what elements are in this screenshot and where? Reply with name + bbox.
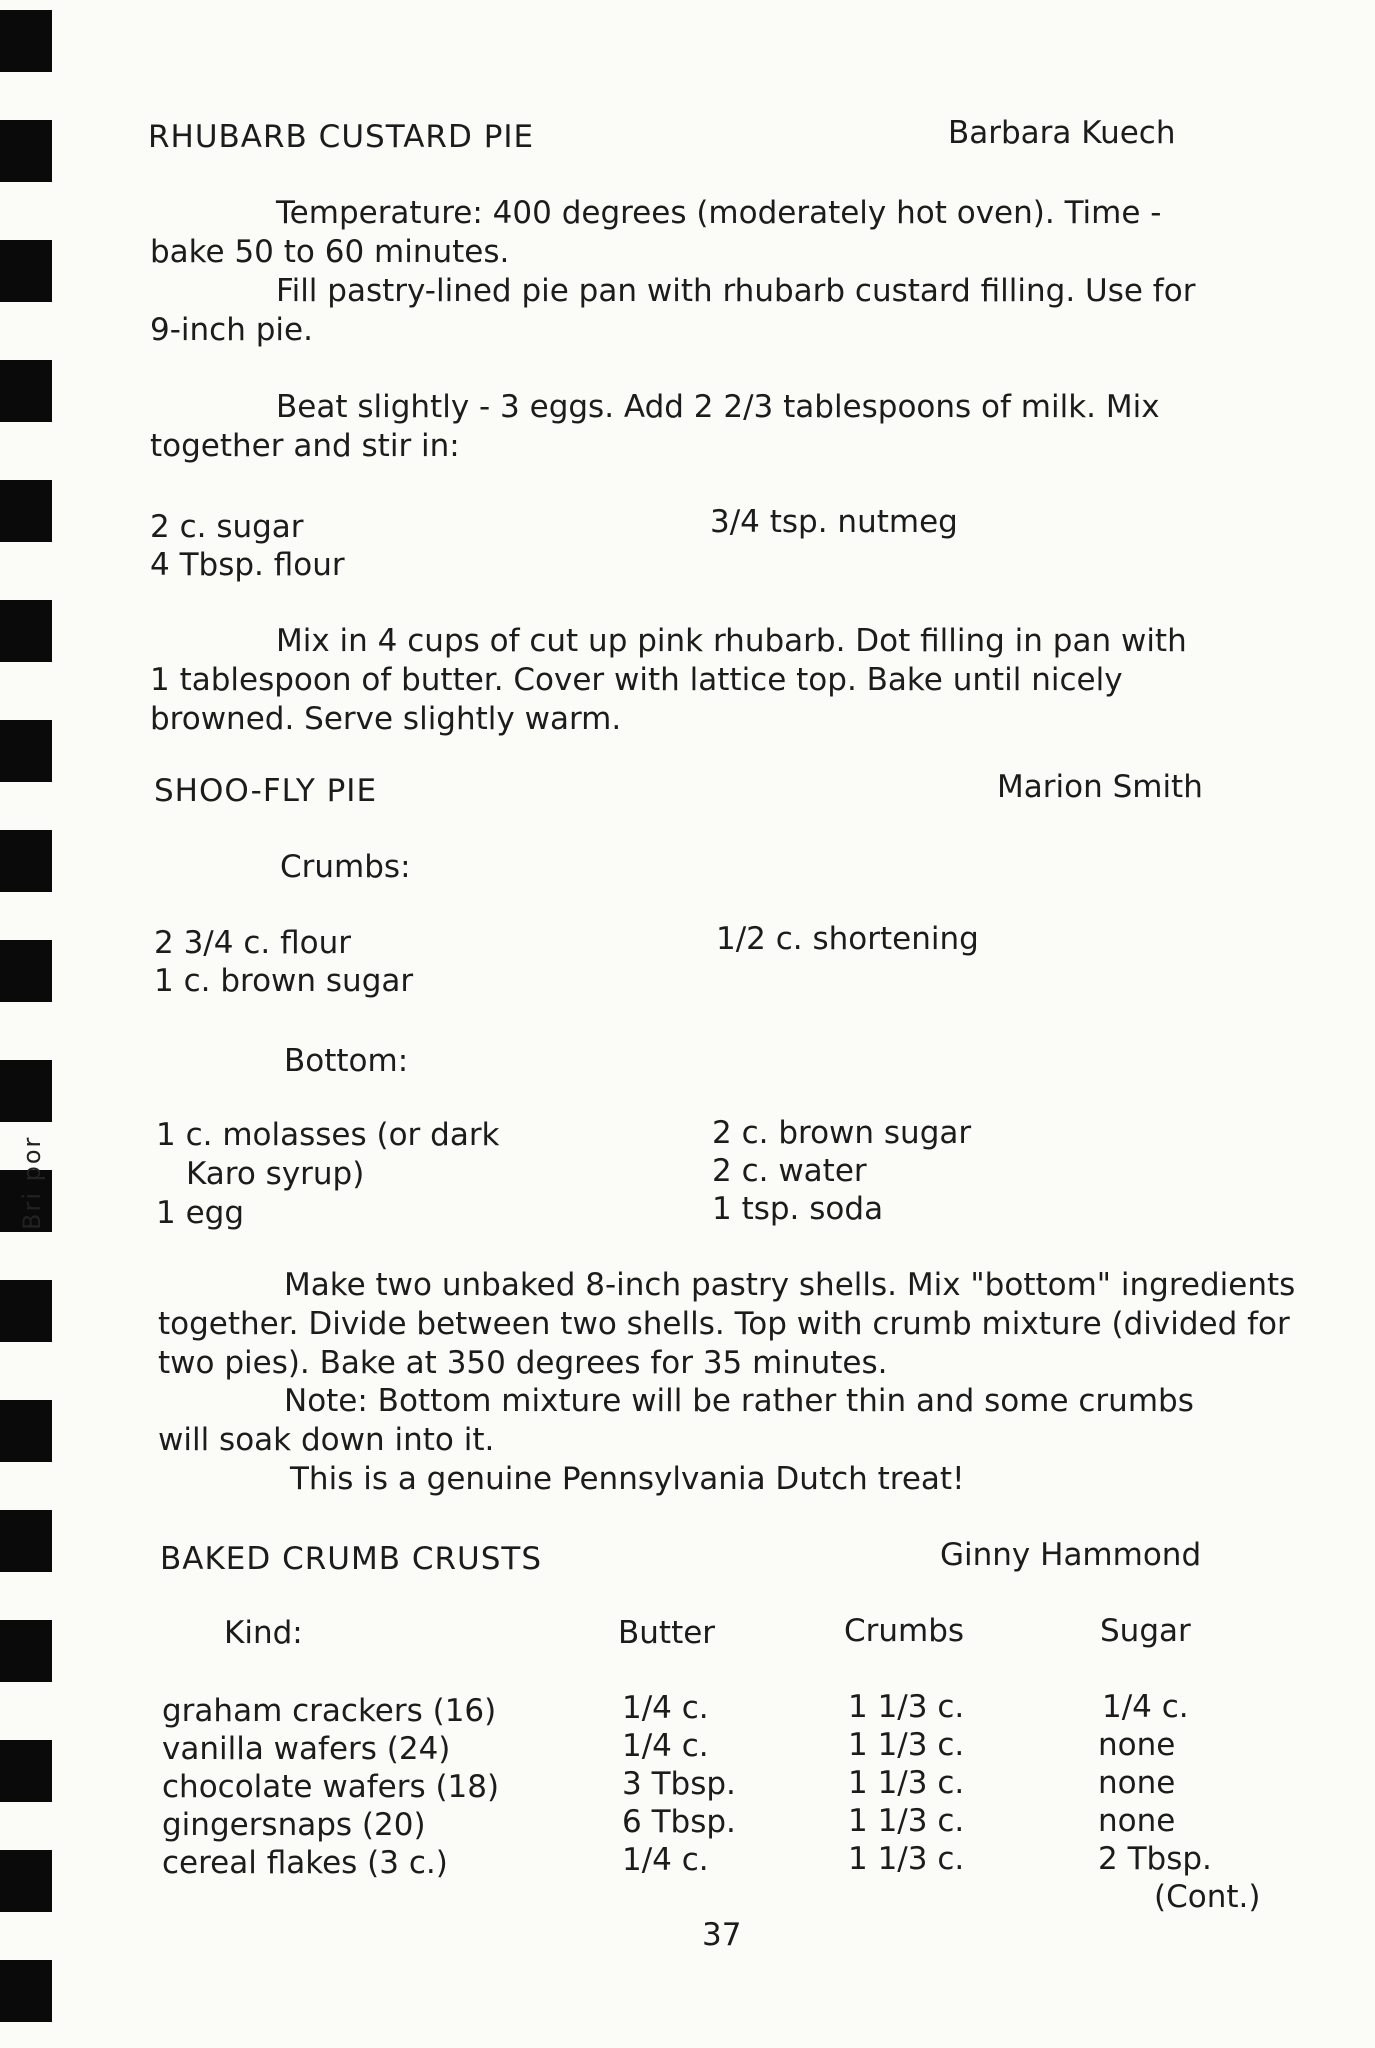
ingredient: 1 egg	[156, 1195, 245, 1231]
table-cell: chocolate wafers (18)	[162, 1769, 500, 1805]
recipe-directions: Make two unbaked 8-inch pastry shells. Mix "bottom" ingredients together. Divide between two shells. Top with crumb mixture (divided for two pies). Bake at 350 degrees for 35 minutes.	[158, 1267, 1296, 1381]
binding-tab	[0, 1960, 52, 2022]
binding-tab	[0, 1280, 52, 1342]
table-cell: 1/4 c.	[1102, 1689, 1189, 1725]
ingredient: 2 c. water	[712, 1153, 867, 1189]
ingredient: 1 tsp. soda	[712, 1191, 884, 1227]
ingredient: 1 c. molasses (or dark	[156, 1117, 500, 1153]
binding-tab	[0, 1740, 52, 1802]
continued-note: (Cont.)	[1154, 1879, 1261, 1915]
recipe-note: Note: Bottom mixture will be rather thin and some crumbs will soak down into it.	[158, 1383, 1194, 1458]
table-cell: none	[1098, 1727, 1176, 1763]
ingredient: Karo syrup)	[186, 1156, 365, 1192]
table-cell: 1 1/3 c.	[848, 1727, 965, 1763]
binding-tab	[0, 720, 52, 782]
binding-tab	[0, 10, 52, 72]
binding-tab	[0, 480, 52, 542]
binding-tab	[0, 600, 52, 662]
ingredient: 2 3/4 c. flour	[154, 925, 351, 961]
recipe-title: SHOO-FLY PIE	[154, 773, 378, 809]
binding-tab	[0, 1620, 52, 1682]
cookbook-page	[148, 0, 1308, 2048]
table-header: Sugar	[1100, 1613, 1191, 1649]
table-cell: 1/4 c.	[622, 1842, 709, 1878]
page-number: 37	[702, 1917, 742, 1953]
table-cell: 1 1/3 c.	[848, 1765, 965, 1801]
binding-tab	[0, 1060, 52, 1122]
binding-tab	[0, 120, 52, 182]
binding-tab	[0, 940, 52, 1002]
table-cell: vanilla wafers (24)	[162, 1731, 451, 1767]
table-cell: graham crackers (16)	[162, 1693, 497, 1729]
ingredient: 3/4 tsp. nutmeg	[710, 504, 958, 540]
ingredient: 1 c. brown sugar	[154, 963, 414, 999]
binding-tab	[0, 1510, 52, 1572]
table-cell: none	[1098, 1765, 1176, 1801]
table-cell: 1 1/3 c.	[848, 1689, 965, 1725]
recipe-intro-temperature: Temperature: 400 degrees (moderately hot oven). Time - bake 50 to 60 minutes.	[150, 195, 1162, 270]
spiral-binding	[0, 0, 60, 2048]
recipe-author: Barbara Kuech	[948, 115, 1176, 151]
table-cell: 2 Tbsp.	[1098, 1841, 1212, 1877]
recipe-author: Marion Smith	[997, 769, 1203, 805]
binding-tab	[0, 240, 52, 302]
table-cell: none	[1098, 1803, 1176, 1839]
ingredient: 4 Tbsp. flour	[150, 547, 345, 583]
table-cell: 1/4 c.	[622, 1690, 709, 1726]
ingredient: 2 c. brown sugar	[712, 1115, 972, 1151]
table-header: Butter	[618, 1615, 716, 1651]
recipe-remark: This is a genuine Pennsylvania Dutch treat!	[290, 1461, 965, 1497]
table-cell: 1 1/3 c.	[848, 1841, 965, 1877]
binding-tab	[0, 1850, 52, 1912]
ingredient: 2 c. sugar	[150, 509, 304, 545]
binding-edge-text: Bri por	[18, 1135, 46, 1230]
table-cell: cereal flakes (3 c.)	[162, 1845, 448, 1881]
table-cell: 1 1/3 c.	[848, 1803, 965, 1839]
recipe-author: Ginny Hammond	[940, 1537, 1202, 1573]
section-label: Crumbs:	[280, 849, 411, 885]
section-label: Bottom:	[284, 1043, 409, 1079]
recipe-title: RHUBARB CUSTARD PIE	[148, 119, 535, 155]
binding-tab	[0, 830, 52, 892]
table-cell: 6 Tbsp.	[622, 1804, 736, 1840]
recipe-intro-fill: Fill pastry-lined pie pan with rhubarb custard filling. Use for 9-inch pie.	[150, 273, 1196, 348]
recipe-step: Beat slightly - 3 eggs. Add 2 2/3 tablespoons of milk. Mix together and stir in:	[150, 389, 1160, 464]
table-header: Crumbs	[844, 1613, 965, 1649]
binding-tab	[0, 1400, 52, 1462]
recipe-step: Mix in 4 cups of cut up pink rhubarb. Dot filling in pan with 1 tablespoon of butter. Cover with lattice top. Bake until nicely browned. Serve slightly warm.	[150, 623, 1187, 737]
ingredient: 1/2 c. shortening	[716, 921, 979, 957]
binding-tab	[0, 360, 52, 422]
table-cell: 3 Tbsp.	[622, 1766, 736, 1802]
recipe-title: BAKED CRUMB CRUSTS	[160, 1541, 543, 1577]
table-cell: gingersnaps (20)	[162, 1807, 426, 1843]
table-cell: 1/4 c.	[622, 1728, 709, 1764]
table-header: Kind:	[224, 1615, 303, 1651]
